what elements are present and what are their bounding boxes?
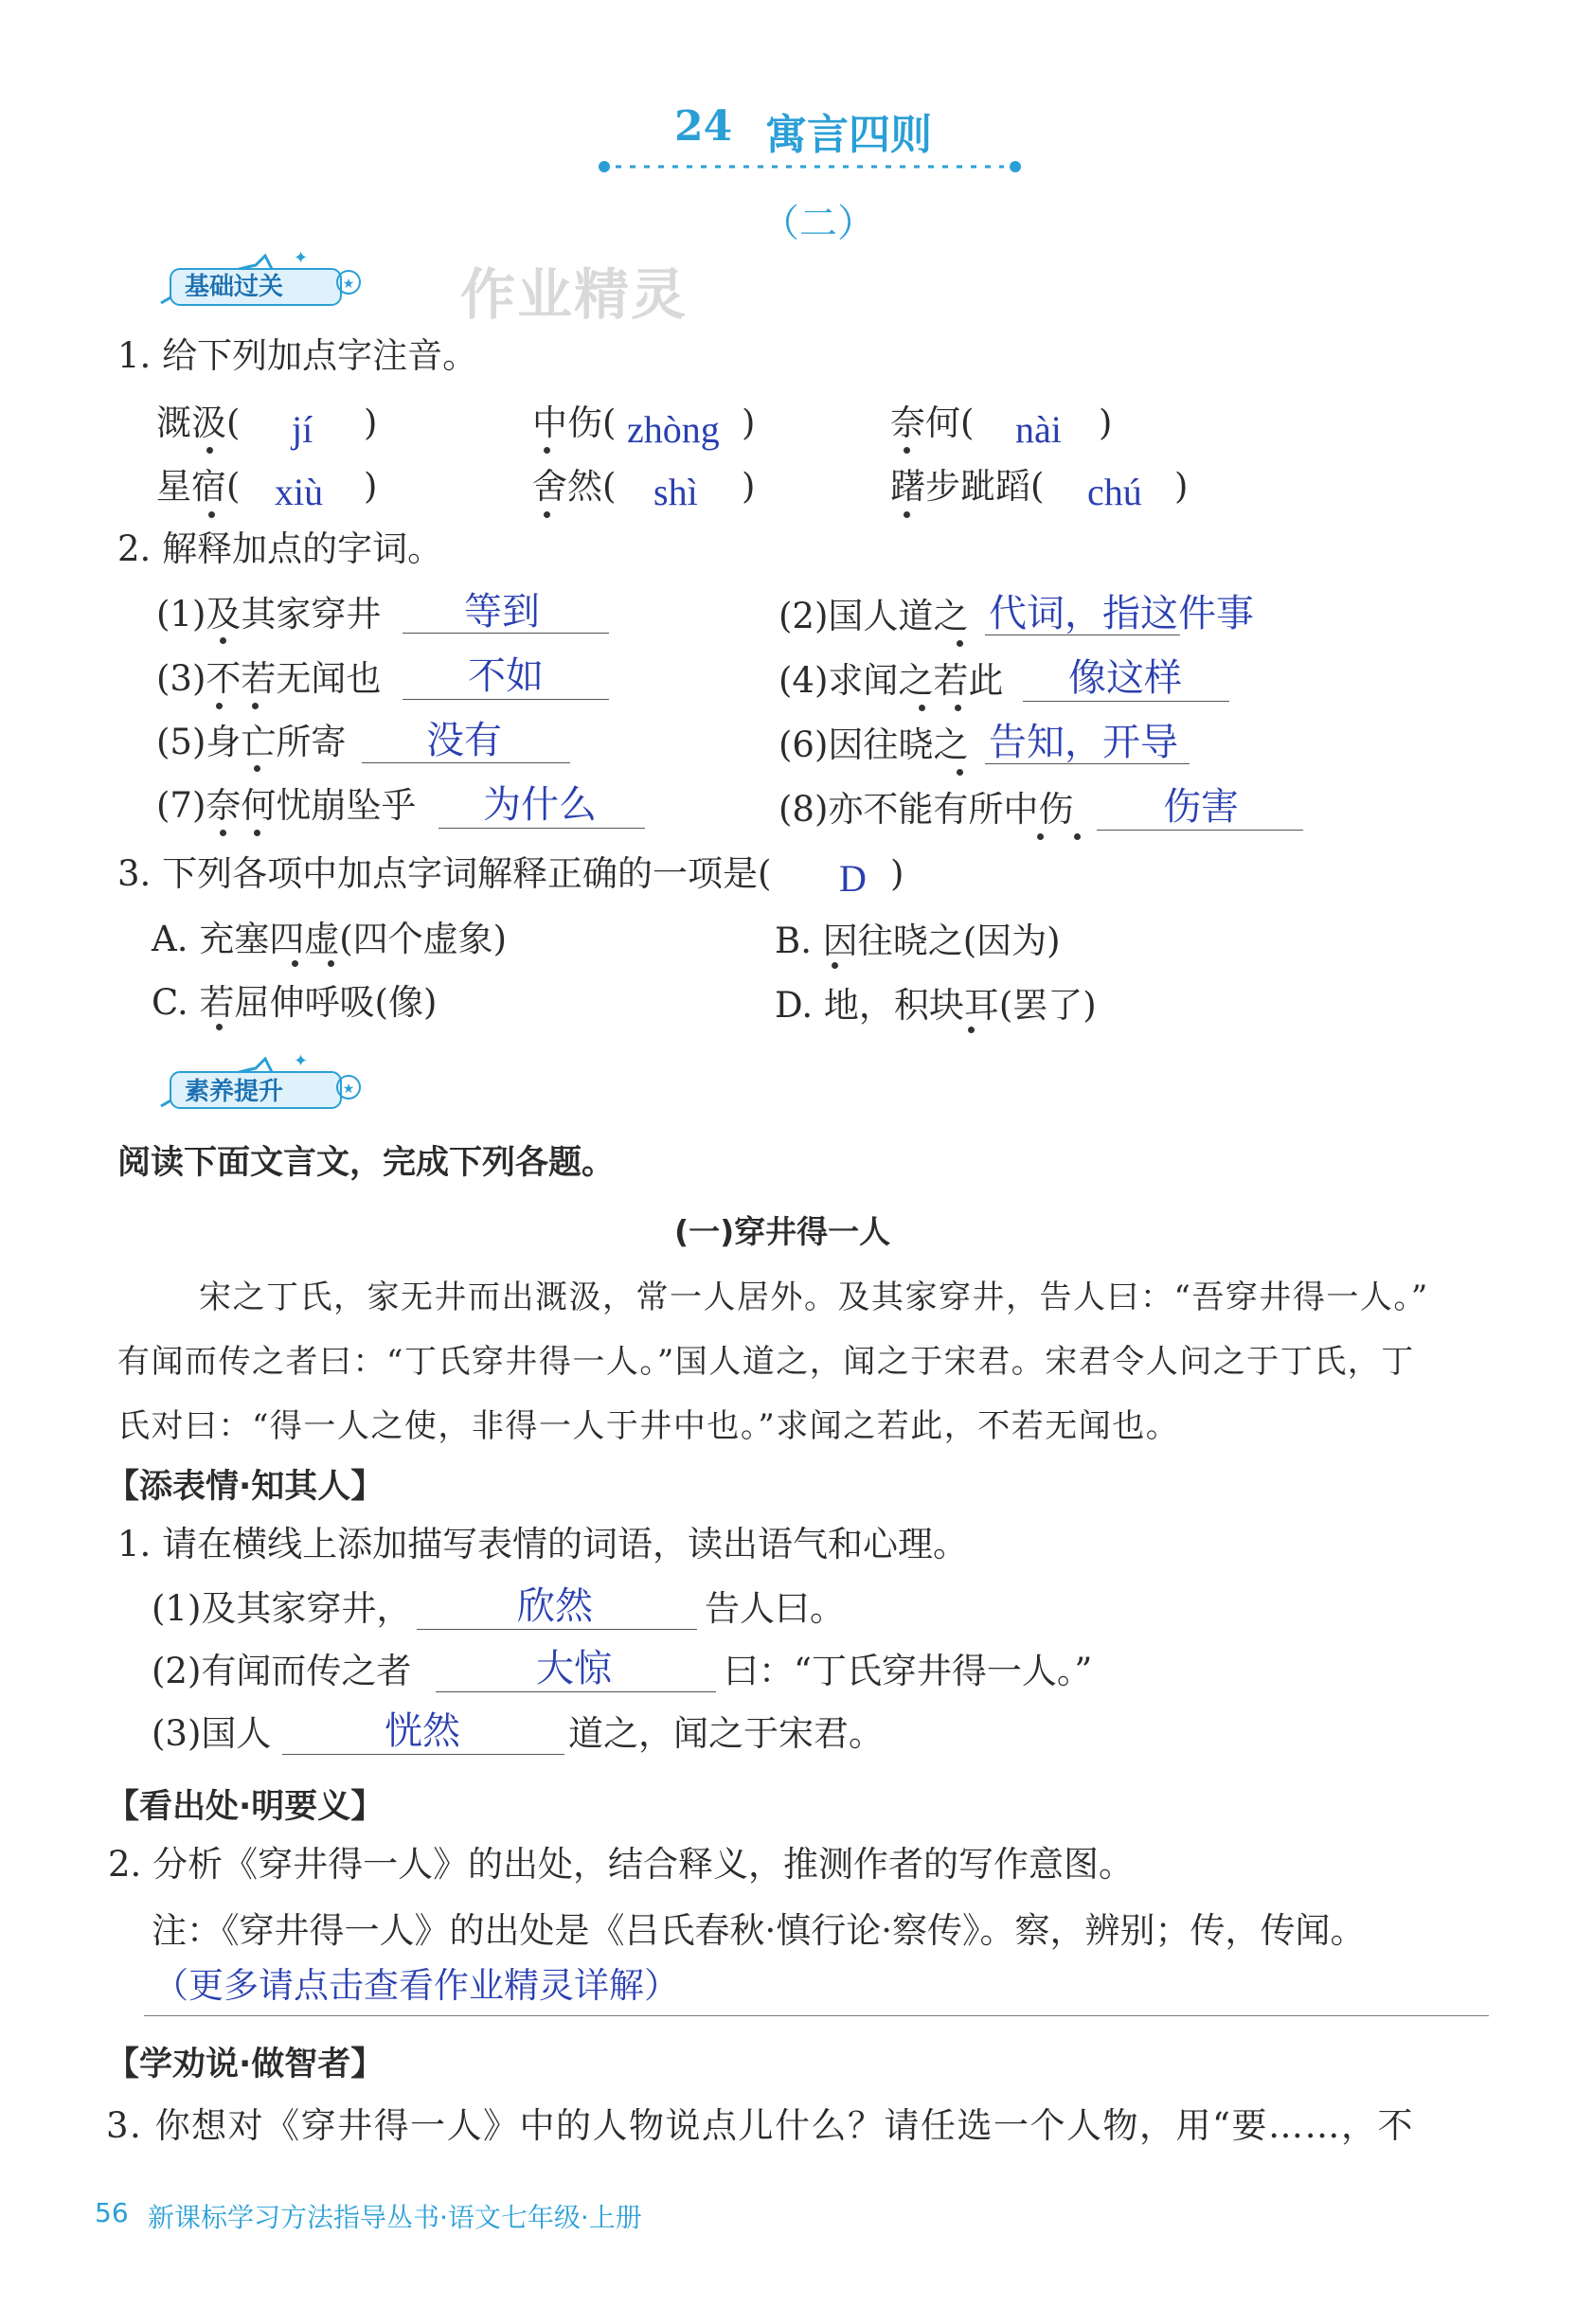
emphasis-dot [955,705,961,711]
q1-close-6: ) [1174,466,1189,507]
emphasis-dot [544,447,550,454]
part1-item-1-before: (1)及其家穿井， [152,1588,412,1629]
q1-close-4: ) [364,466,378,507]
q2-item-3: (3)不若无闻也 [156,658,382,699]
svg-text:✦: ✦ [294,1051,309,1071]
part3-prompt: 3. 你想对《穿井得一人》中的人物说点儿什么？请任选一个人物，用“要……，不 [106,2105,1414,2146]
emphasis-dot [254,765,260,772]
q2-item-7: (7)奈何忧崩坠乎 [156,785,417,826]
part1-item-2-before: (2)有闻而传之者 [152,1651,412,1691]
emphasis-dot [216,703,223,709]
q2-answer-8: 伤害 [1163,785,1239,829]
q3-option-d: D. 地，积块耳(罢了) [775,985,1097,1026]
q1-word-2: 中伤( [532,402,617,443]
emphasis-dot [1074,833,1081,840]
part1-answer-3: 恍然 [385,1709,460,1753]
emphasis-dot [904,511,910,518]
q1-answer-3: nài [1015,408,1062,451]
q2-item-4: (4)求闻之若此 [779,660,1004,701]
page-number: 56 [95,2197,129,2228]
part1-item-2-after: 曰：“丁氏穿井得一人。” [724,1651,1093,1691]
emphasis-dot [328,960,334,967]
part1-item-3-before: (3)国人 [152,1713,272,1754]
q2-answer-2: 代词，指这件事 [989,592,1254,635]
q1-close-3: ) [1099,402,1113,443]
q1-word-6: 躇步跐蹈( [890,466,1045,507]
more-details-link[interactable]: （更多请点击查看作业精灵详解） [153,1965,679,2006]
emphasis-dot [968,1027,975,1033]
part1-heading: 【添表情·知其人】 [106,1468,385,1506]
passage-line-2: 有闻而传之者曰：“丁氏穿井得一人。”国人道之，闻之于宋君。宋君令人问之于丁氏，丁 [117,1343,1415,1381]
q1-close-1: ) [364,402,378,443]
q1-prompt: 1. 给下列加点字注音。 [117,335,478,376]
title-dotted-divider [597,159,1023,174]
q1-answer-2: zhòng [627,408,720,451]
q1-word-1: 溉汲( [156,402,241,443]
q2-answer-7: 为什么 [483,783,597,827]
q3-option-c: C. 若屈伸呼吸(像) [152,982,438,1023]
q1-answer-6: chú [1087,471,1142,513]
emphasis-dot [832,962,838,969]
svg-text:★: ★ [342,277,355,292]
q2-item-1: (1)及其家穿井 [156,594,382,635]
q2-item-8: (8)亦不能有所中伤 [779,789,1074,830]
q3-close: ) [890,853,904,894]
emphasis-dot [904,447,910,454]
lesson-number: 24 [674,102,733,151]
emphasis-dot [544,511,550,518]
part1-item-1-after: 告人曰。 [705,1588,845,1629]
q2-answer-3: 不如 [468,654,544,698]
emphasis-dot [206,447,213,454]
part1-item-3-after: 道之，闻之于宋君。 [568,1713,884,1754]
emphasis-dot [220,830,226,836]
q1-word-3: 奈何( [890,402,975,443]
q1-answer-1: jí [292,408,313,451]
emphasis-dot [957,769,963,776]
q1-close-2: ) [742,402,756,443]
part2-prompt: 2. 分析《穿井得一人》的出处，结合释义，推测作者的写作意图。 [108,1844,1135,1885]
emphasis-dot [216,1024,223,1030]
emphasis-dot [919,705,925,711]
answer-line [144,2015,1489,2016]
footer-series: 新课标学习方法指导丛书·语文七年级·上册 [148,2202,642,2233]
part2-note: 注：《穿井得一人》的出处是《吕氏春秋·慎行论·察传》。察，辨别；传，传闻。 [152,1910,1366,1951]
q1-answer-5: shì [653,471,698,513]
emphasis-dot [1037,833,1044,840]
q2-answer-5: 没有 [426,719,502,762]
section-title-basic: 基础过关 [185,273,284,301]
part-label: （二） [761,202,875,245]
passage-title: (一)穿井得一人 [674,1213,891,1250]
part2-heading: 【看出处·明要义】 [106,1788,385,1826]
q3-prompt: 3. 下列各项中加点字词解释正确的一项是( [117,853,772,894]
q3-option-a: A. 充塞四虚(四个虚象) [152,919,508,959]
emphasis-dot [220,637,226,644]
svg-text:★: ★ [342,1082,355,1097]
q2-answer-6: 告知，开导 [989,721,1178,764]
part1-answer-2: 大惊 [536,1647,612,1690]
q1-word-4: 星宿( [156,466,241,507]
part1-answer-1: 欣然 [517,1584,593,1628]
q1-word-5: 舍然( [532,466,617,507]
q1-close-5: ) [742,466,756,507]
emphasis-dot [957,640,963,647]
q2-item-6: (6)因往晓之 [779,724,969,765]
q2-prompt: 2. 解释加点的字词。 [117,528,443,569]
q2-item-5: (5)身亡所寄 [156,722,347,762]
q1-answer-4: xiù [275,471,324,513]
q2-item-2: (2)国人道之 [779,596,969,636]
q2-answer-1: 等到 [464,590,540,634]
section-title-advance: 素养提升 [185,1078,284,1106]
emphasis-dot [208,511,215,518]
watermark: 作业精灵 [460,262,689,327]
reading-instruction: 阅读下面文言文，完成下列各题。 [117,1144,616,1182]
emphasis-dot [254,830,260,836]
part1-prompt: 1. 请在横线上添加描写表情的词语，读出语气和心理。 [117,1524,969,1564]
svg-text:✦: ✦ [294,248,309,268]
passage-line-1: 宋之丁氏，家无井而出溉汲，常一人居外。及其家穿井，告人曰：“吾穿井得一人。” [199,1278,1429,1316]
emphasis-dot [252,703,259,709]
q3-answer: D [839,857,867,900]
q3-option-b: B. 因往晓之(因为) [775,921,1061,961]
part3-heading: 【学劝说·做智者】 [106,2046,385,2083]
passage-line-3: 氏对曰：“得一人之使，非得一人于井中也。”求闻之若此，不若无闻也。 [117,1407,1180,1445]
emphasis-dot [292,960,298,967]
lesson-title: 寓言四则 [765,111,932,159]
q2-answer-4: 像这样 [1068,656,1182,700]
